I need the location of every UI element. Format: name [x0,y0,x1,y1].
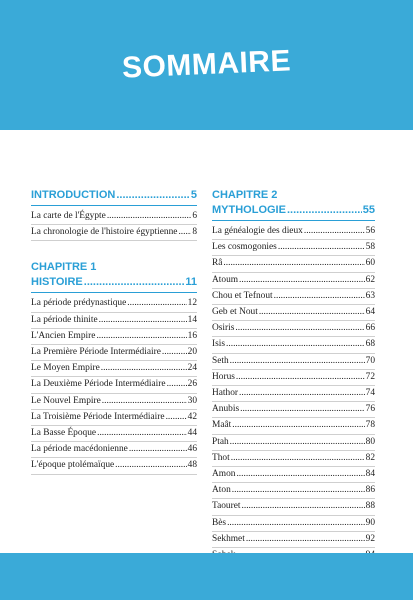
entry-label: Aton [212,485,231,496]
page-title: SOMMAIRE [121,44,292,85]
toc-entry[interactable] [212,402,375,418]
page-number: 63 [365,290,375,301]
page-number: 12 [187,298,197,309]
entry-label: L'époque ptolémaïque [31,460,115,471]
toc-entry[interactable] [212,273,375,289]
leader-dots [84,275,185,290]
toc-entry-introduction[interactable] [31,188,197,206]
leader-dots [107,209,191,224]
leader-dots [235,321,364,336]
page-number: 74 [365,388,375,399]
toc-entry[interactable] [31,442,197,458]
leader-dots [116,188,190,203]
chapter-kicker: CHAPITRE 2 [212,189,278,201]
section-label: HISTOIRE [31,276,83,289]
entry-label: La généalogie des dieux [212,226,303,236]
leader-dots [115,458,186,473]
entry-label: La chronologie de l'histoire égyptienne [31,227,178,238]
entry-label: La Troisième Période Intermédiaire [31,411,165,422]
leader-dots [127,296,186,311]
page-number: 55 [362,204,375,216]
entry-label: Anubis [212,404,240,415]
section-label: INTRODUCTION [31,189,116,201]
entry-label: Le Nouvel Empire [31,395,101,406]
entry-label: Osiris [212,323,235,334]
toc-entry[interactable] [212,289,375,305]
page-number: 44 [187,428,197,439]
intro-entry-list [31,209,197,241]
leader-dots [230,435,365,450]
page-number: 76 [365,404,375,415]
header-band [0,0,413,130]
toc-entry[interactable] [31,313,197,329]
leader-dots [236,370,365,385]
page-number: 72 [365,371,375,382]
toc-entry[interactable] [31,458,197,474]
leader-dots [96,329,186,344]
entry-label: Amon [212,469,236,480]
footer-band [0,553,413,600]
toc-entry-histoire[interactable] [31,275,197,293]
entry-label: La Première Période Intermédiaire [31,347,161,358]
entry-label: Thot [212,452,230,463]
toc-entry[interactable] [212,451,375,467]
toc-entry-mythologie[interactable] [212,203,375,221]
leader-dots [162,345,187,360]
leader-dots [166,410,187,425]
toc-entry[interactable] [212,467,375,483]
entry-label: Bès [212,517,227,528]
leader-dots [101,361,187,376]
entry-label: Râ [212,258,223,269]
page-number: 26 [187,379,197,390]
page-number: 78 [365,420,375,431]
toc-entry[interactable] [31,361,197,377]
leader-dots [97,426,187,441]
page-number: 84 [365,469,375,480]
entry-label: L'Ancien Empire [31,330,96,341]
toc-entry[interactable] [212,256,375,272]
leader-dots [226,337,365,352]
entry-label: Sekhmet [212,533,245,544]
chapter2-entry-list [212,224,375,564]
toc-entry[interactable] [31,209,197,225]
toc-entry[interactable] [31,329,197,345]
page-number: 64 [365,307,375,318]
toc-entry[interactable] [212,532,375,548]
toc-entry[interactable] [212,224,375,240]
entry-label: Ptah [212,436,229,447]
toc-entry[interactable] [212,305,375,321]
toc-entry[interactable] [212,354,375,370]
leader-dots [239,273,365,288]
leader-dots [242,499,365,514]
leader-dots [287,203,362,218]
page-number: 42 [187,411,197,422]
page-number: 88 [365,501,375,512]
leader-dots [223,256,364,271]
page-number: 90 [365,517,375,528]
leader-dots [274,289,365,304]
toc-entry[interactable] [31,377,197,393]
leader-dots [227,516,365,531]
entry-label: Maât [212,420,232,431]
page-number: 92 [365,533,375,544]
entry-label: Geb et Nout [212,307,258,318]
section-label: MYTHOLOGIE [212,204,286,216]
entry-label: Atoum [212,274,239,285]
toc-entry[interactable] [212,499,375,515]
leader-dots [304,224,365,239]
chapter-kicker: CHAPITRE 1 [31,261,97,274]
toc-entry[interactable] [31,394,197,410]
toc-entry[interactable] [212,321,375,337]
leader-dots [230,354,365,369]
toc-entry[interactable] [31,225,197,241]
toc-entry[interactable] [31,296,197,312]
page-number: 66 [365,323,375,334]
entry-label: La carte de l'Égypte [31,211,106,221]
toc-entry[interactable] [31,345,197,361]
page-number: 86 [365,485,375,496]
toc-entry[interactable] [212,435,375,451]
page-number: 56 [365,226,375,236]
toc-left-column [31,188,197,475]
page-number: 11 [185,276,197,289]
page-number: 58 [365,242,375,253]
entry-label: Isis [212,339,226,350]
entry-label: Seth [212,355,229,366]
toc-entry[interactable] [31,410,197,426]
toc-entry[interactable] [212,337,375,353]
toc-entry[interactable] [212,516,375,532]
entry-label: Hathor [212,388,239,399]
entry-label: La période thinite [31,314,98,325]
entry-label: La Deuxième Période Intermédiaire [31,379,166,390]
page-number: 14 [187,314,197,325]
entry-label: Chou et Tefnout [212,290,273,301]
toc-entry[interactable] [212,418,375,434]
entry-label: Taouret [212,501,241,512]
leader-dots [102,394,187,409]
page-number: 46 [187,444,197,455]
page-number: 62 [365,274,375,285]
leader-dots [259,305,365,320]
leader-dots [236,467,364,482]
leader-dots [231,451,365,466]
leader-dots [246,532,365,547]
leader-dots [167,377,187,392]
page-number: 60 [365,258,375,269]
page-number: 48 [187,460,197,471]
toc-entry[interactable] [212,370,375,386]
leader-dots [278,240,365,255]
page-number: 68 [365,339,375,350]
page-number: 16 [187,330,197,341]
leader-dots [240,402,365,417]
entry-label: Horus [212,371,235,382]
page-number: 8 [192,227,197,238]
leader-dots [239,386,365,401]
entry-label: La Basse Époque [31,428,97,439]
page-number: 24 [187,363,197,374]
page-number: 6 [192,211,197,221]
leader-dots [232,418,364,433]
page-number: 80 [365,436,375,447]
entry-label: La période prédynastique [31,298,127,309]
toc-entry[interactable] [212,386,375,402]
toc-right-column [212,188,375,564]
leader-dots [232,483,365,498]
page-number: 20 [187,347,197,358]
entry-label: Les cosmogonies [212,242,277,253]
toc-entry[interactable] [212,240,375,256]
entry-label: Le Moyen Empire [31,363,100,374]
leader-dots [178,225,191,240]
entry-label: La période macédonienne [31,444,128,455]
page-number: 30 [187,395,197,406]
chapter1-entry-list [31,296,197,474]
page-number: 5 [190,189,197,201]
toc-entry[interactable] [212,483,375,499]
leader-dots [99,313,187,328]
page-number: 82 [365,452,375,463]
toc-entry[interactable] [31,426,197,442]
leader-dots [129,442,187,457]
page-number: 70 [365,355,375,366]
